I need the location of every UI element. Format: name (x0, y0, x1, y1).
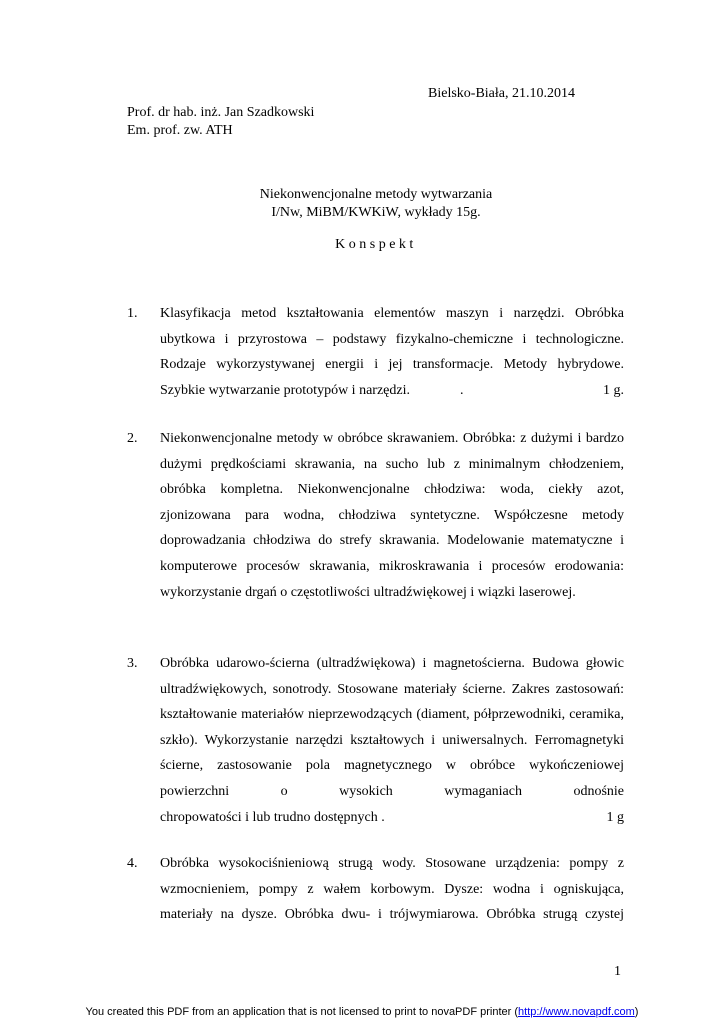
item-body: Obróbka udarowo-ścierna (ultradźwiękowa) i magnetościerna. Budowa głowic ultradźwiękowych, sonotrody. Stosowane materiały ścierne. Zakres zastosowań: kształtowanie materiałów nieprzewodzących (diament, półprzewodniki, ceramika, szkło). Wykorzystanie narzędzi kształtowych i uniwersalnych. Ferromagnetyki ścierne, zastosowanie pola magnetycznego w obróbce wykończeniowej powierzchni o wysokich wymaganiach odnośnie (160, 656, 624, 799)
item-end-text: Szybkie wytwarzanie prototypów i narzędzi. (160, 382, 410, 398)
item-number: 1. (127, 306, 138, 321)
course-name: Niekonwencjonalne metody wytwarzania (259, 187, 493, 202)
author-block (127, 104, 314, 140)
item-hours: 1 g (606, 809, 624, 825)
license-footer (0, 1006, 724, 1018)
footer-text: You created this PDF from an application that is not licensed to print to novaPDF printer ( (85, 1006, 519, 1018)
item-end-line (160, 805, 624, 831)
item-text (160, 851, 624, 928)
author-name: Prof. dr hab. inż. Jan Szadkowski (127, 105, 315, 120)
page-number: 1 (614, 964, 621, 979)
item-text: Niekonwencjonalne metody w obróbce skrawaniem. Obróbka: z dużymi i bardzo dużymi prędkościami skrawania, na sucho lub z minimalnym chłodzeniem, obróbka kompletna. Niekonwencjonalne chłodziwa: woda, ciekły azot, zjonizowana para wodna, chłodziwa syntetyczne. Współczesne metody doprowadzania chłodziwa do strefy skrawania. Modelowanie matematyczne i komputerowe procesów skrawania, mikroskrawania i procesów erodowania: wykorzystanie drgań o częstotliwości ultradźwiękowej i wiązki laserowej. (160, 431, 624, 600)
author-title: Em. prof. zw. ATH (127, 123, 233, 138)
item-body: Obróbka wysokociśnieniową strugą wody. Stosowane urządzenia: pompy z wzmocnieniem, pompy z wałem korbowym. Dysze: wodna i ogniskująca, materiały na dysze. Obróbka dwu- i trójwymiarowa. Obróbka strugą czystej (160, 856, 624, 923)
place-date: Bielsko-Biała, 21.10.2014 (428, 86, 575, 101)
item-end-text: chropowatości i lub trudno dostępnych . (160, 809, 385, 825)
novapdf-link[interactable]: http://www.novapdf.com (518, 1006, 635, 1018)
item-number: 2. (127, 431, 138, 446)
item-text (160, 651, 624, 830)
item-text (160, 301, 624, 403)
document-title (0, 186, 724, 222)
item-number: 3. (127, 656, 138, 671)
item-end-line (160, 378, 624, 404)
konspekt-heading: Konspekt (335, 237, 417, 252)
item-body: Klasyfikacja metod kształtowania elementów maszyn i narzędzi. Obróbka ubytkowa i przyrostowa – podstawy fizykalno-chemiczne i technologiczne. Rodzaje wykorzystywanej energii i jej transformacje. Metody hybrydowe. (160, 306, 624, 373)
item-number: 4. (127, 856, 138, 871)
item-end-dot: . (459, 382, 464, 398)
footer-close: ) (634, 1006, 639, 1018)
course-code: I/Nw, MiBM/KWKiW, wykłady 15g. (271, 205, 481, 220)
item-hours: 1 g. (603, 382, 624, 398)
